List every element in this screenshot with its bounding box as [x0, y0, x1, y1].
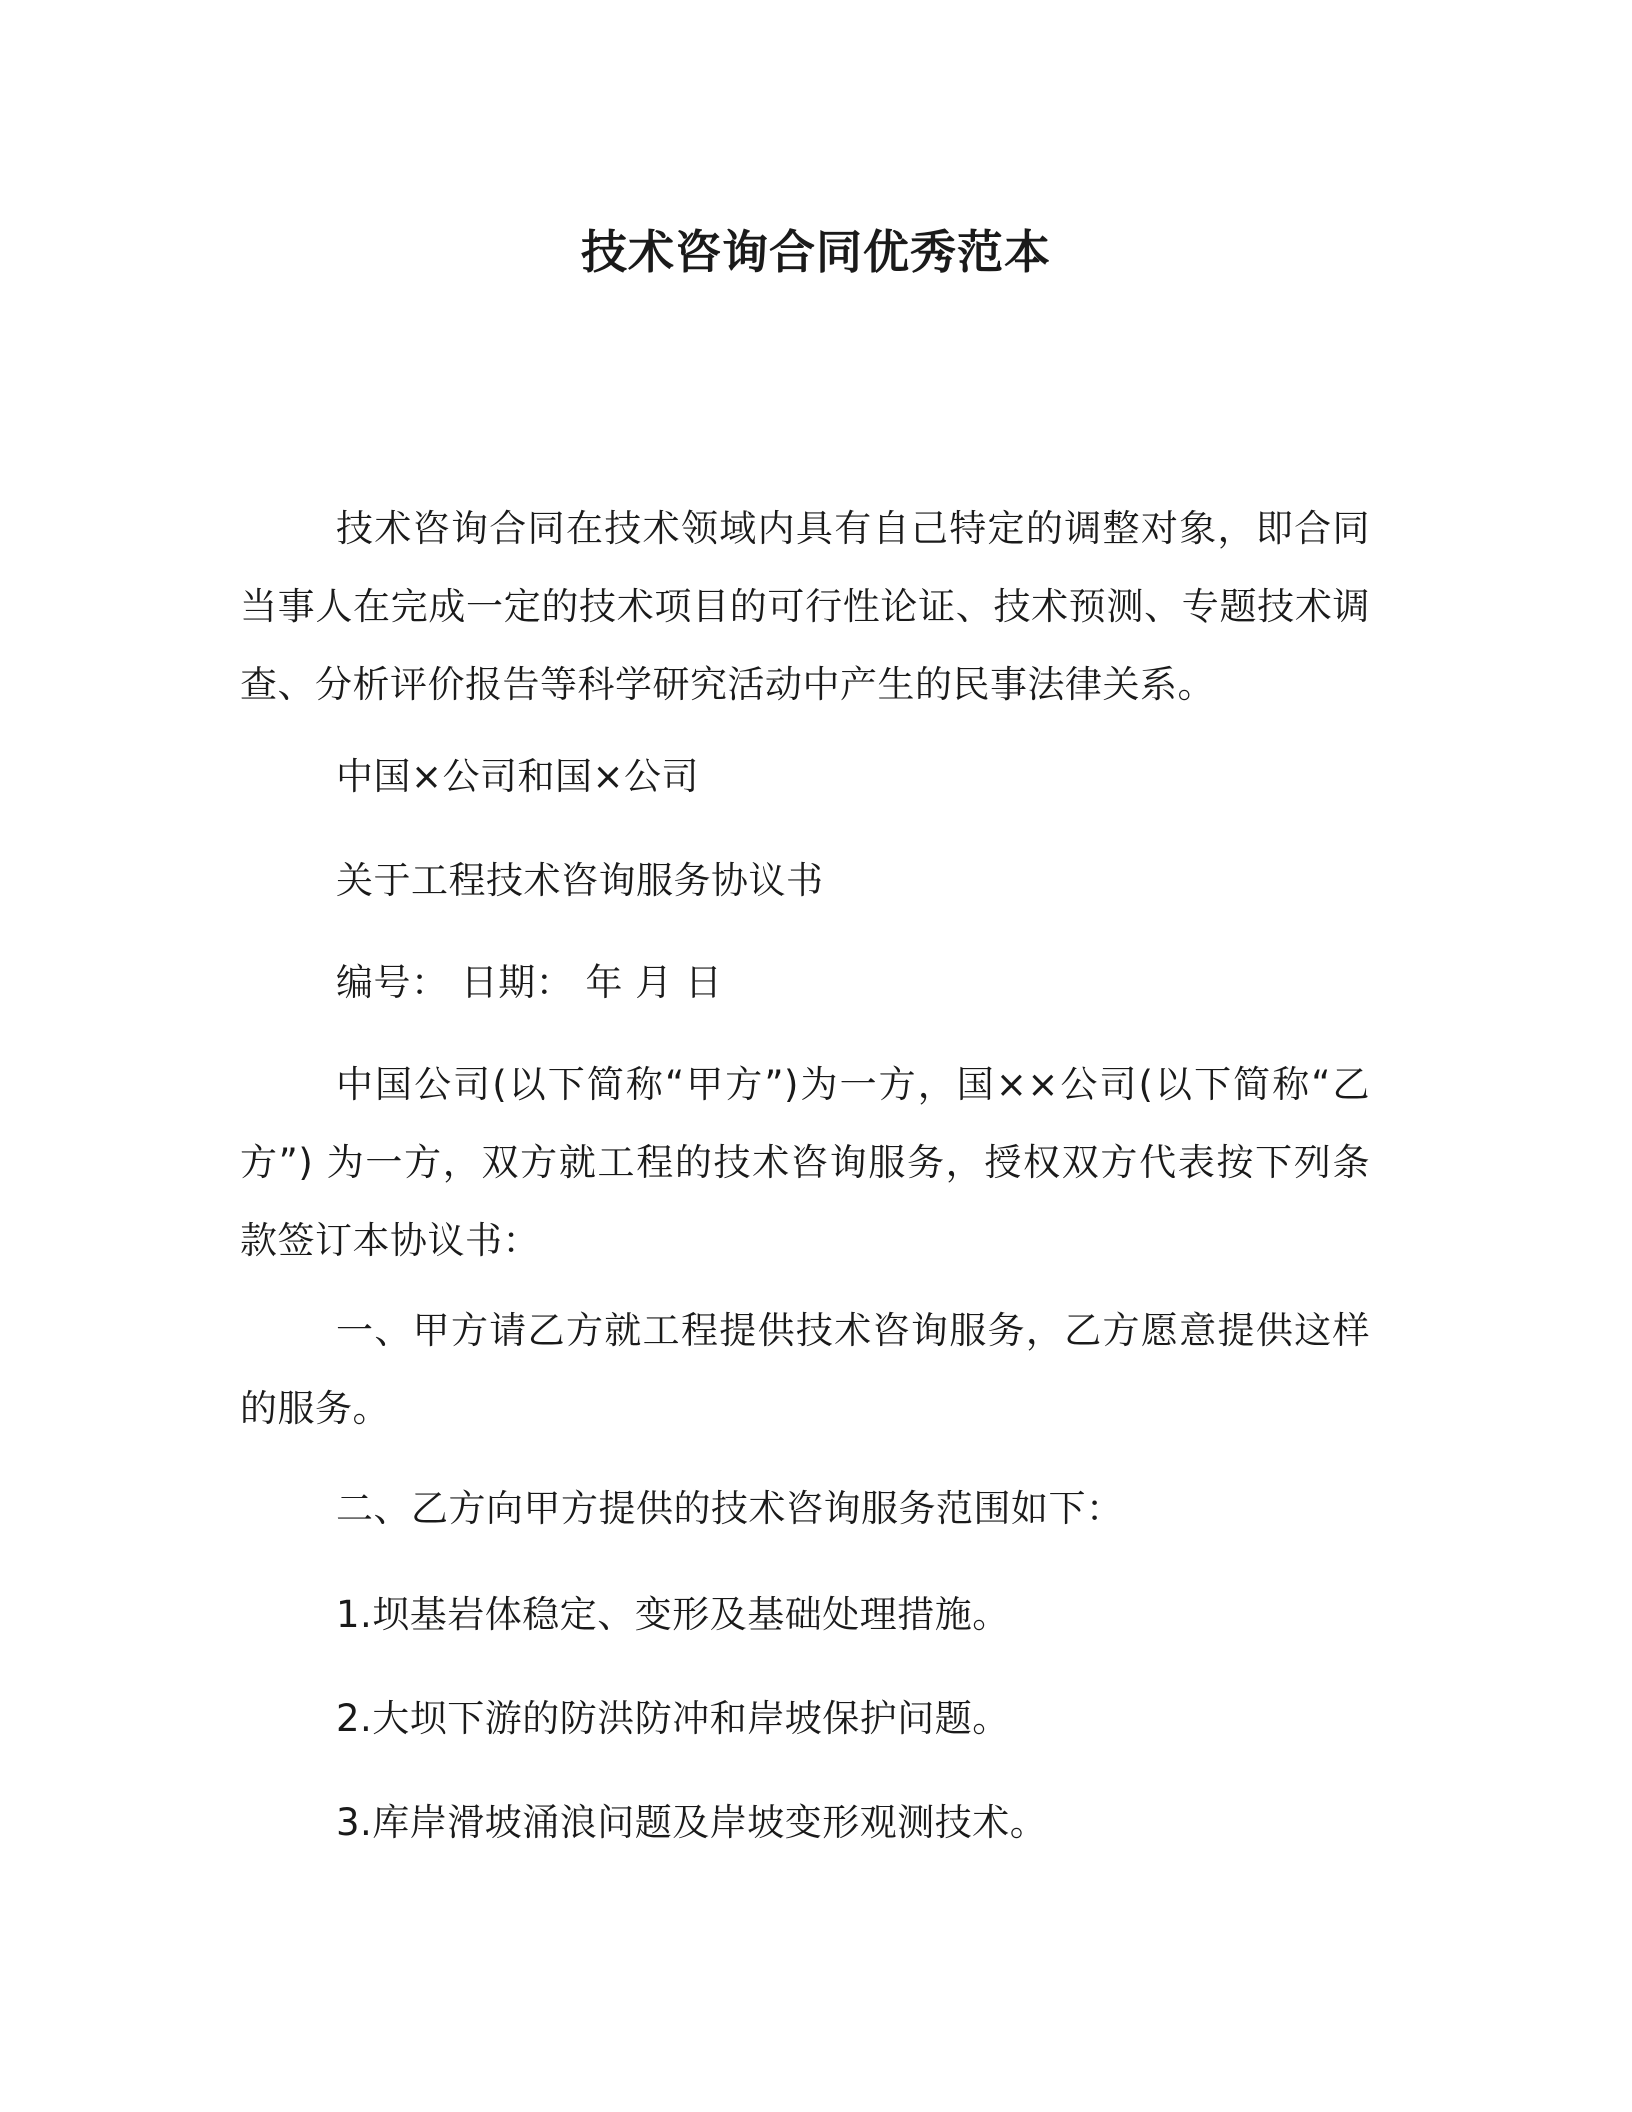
paragraph-parties: 中国×公司和国×公司 — [336, 755, 700, 798]
paragraph-agreement-title: 关于工程技术咨询服务协议书 — [336, 859, 824, 902]
paragraph-item-2: 2.大坝下游的防洪防冲和岸坡保护问题。 — [336, 1697, 1010, 1740]
paragraph-preamble: 中国公司(以下简称“甲方”)为一方，国××公司(以下简称“乙方”) 为一方，双方就工程的技术咨询服务，授权双方代表按下列条款签订本协议书： — [240, 1063, 1370, 1262]
paragraph-number-date: 编号： 日期： 年 月 日 — [336, 961, 723, 1004]
document-title: 技术咨询合同优秀范本 — [581, 225, 1051, 279]
paragraph-clause-2: 二、乙方向甲方提供的技术咨询服务范围如下： — [336, 1487, 1124, 1530]
paragraph-intro: 技术咨询合同在技术领域内具有自己特定的调整对象，即合同当事人在完成一定的技术项目的可行性论证、技术预测、专题技术调查、分析评价报告等科学研究活动中产生的民事法律关系。 — [240, 507, 1370, 706]
paragraph-clause-1: 一、甲方请乙方就工程提供技术咨询服务，乙方愿意提供这样的服务。 — [240, 1309, 1370, 1430]
paragraph-item-1: 1.坝基岩体稳定、变形及基础处理措施。 — [336, 1593, 1010, 1636]
paragraph-item-3: 3.库岸滑坡涌浪问题及岸坡变形观测技术。 — [336, 1801, 1048, 1844]
